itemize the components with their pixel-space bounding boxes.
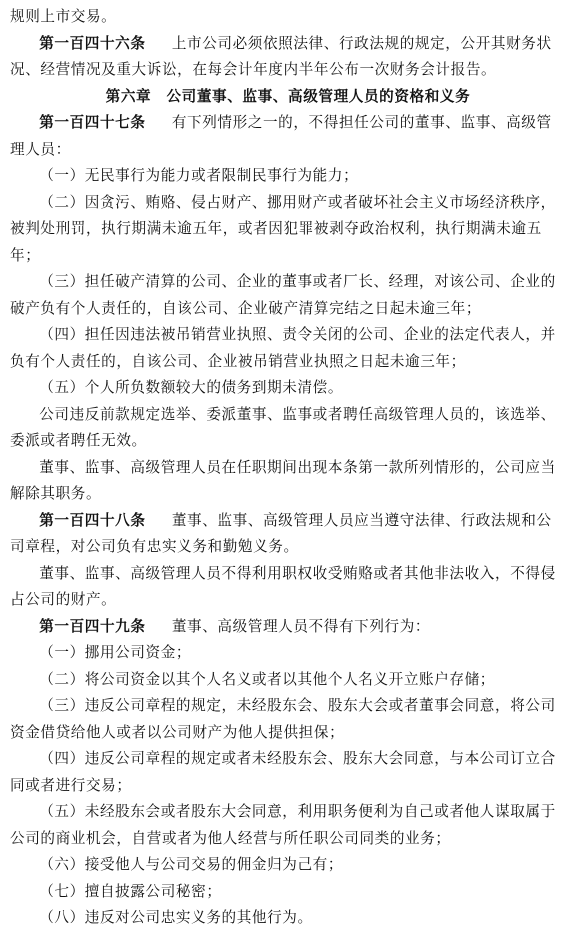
list-item: （一）挪用公司资金；: [39, 644, 192, 661]
article-146: [10, 31, 566, 84]
paragraph: 董事、监事、高级管理人员不得利用职权收受贿赂或者其他非法收入，不得侵占公司的财产。: [10, 564, 556, 608]
article-text: 董事、高级管理人员不得有下列行为：: [171, 617, 431, 635]
paragraph: 董事、监事、高级管理人员在任职期间出现本条第一款所列情形的，公司应当解除其职务。: [10, 458, 556, 502]
article-heading: 第一百四十九条: [39, 617, 146, 635]
article-147: [10, 110, 566, 163]
article-heading: 第一百四十八条: [39, 511, 146, 529]
list-item: （二）因贪污、贿赂、侵占财产、挪用财产或者破坏社会主义市场经济秩序，被判处刑罚，执行期满未逾五年，或者因犯罪被剥夺政治权利，执行期满未逾五年；: [10, 193, 556, 264]
paragraph-text: 规则上市交易。: [10, 8, 117, 25]
list-item: （五）个人所负数额较大的债务到期未清偿。: [39, 379, 344, 396]
list-item: （四）违反公司章程的规定或者未经股东会、股东大会同意，与本公司订立合同或者进行交易；: [10, 750, 556, 794]
list-item: （四）担任因违法被吊销营业执照、责令关闭的公司、企业的法定代表人，并负有个人责任的，自该公司、企业被吊销营业执照之日起未逾三年；: [10, 326, 556, 370]
paragraph: [10, 4, 566, 31]
list-item: （五）未经股东会或者股东大会同意，利用职务便利为自己或者他人谋取属于公司的商业机会，自营或者为他人经营与所任职公司同类的业务；: [10, 803, 556, 847]
article-text: 董事、监事、高级管理人员应当遵守法律、行政法规和公司章程，对公司负有忠实义务和勤勉义务。: [10, 511, 552, 555]
list-item: （六）接受他人与公司交易的佣金归为己有；: [39, 856, 344, 873]
article-heading: 第一百四十六条: [39, 34, 146, 52]
list-item: （一）无民事行为能力或者限制民事行为能力；: [39, 167, 359, 184]
list-item: （二）将公司资金以其个人名义或者以其他个人名义开立账户存储；: [39, 670, 496, 688]
list-item: （三）违反公司章程的规定，未经股东会、股东大会或者董事会同意，将公司资金借贷给他人或者以公司财产为他人提供担保；: [10, 697, 556, 741]
article-heading: 第一百四十七条: [39, 114, 146, 131]
article-149: [10, 614, 566, 641]
article-text: 上市公司必须依照法律、行政法规的规定，公开其财务状况、经营情况及重大诉讼，在每会计年度内半年公布一次财务会计报告。: [10, 34, 552, 78]
paragraph: 公司违反前款规定选举、委派董事、监事或者聘任高级管理人员的，该选举、委派或者聘任无效。: [10, 405, 556, 449]
list-item: （八）违反对公司忠实义务的其他行为。: [39, 909, 313, 926]
chapter-title: 第六章 公司董事、监事、高级管理人员的资格和义务: [105, 87, 471, 105]
article-148: [10, 508, 566, 561]
list-item: （三）担任破产清算的公司、企业的董事或者厂长、经理，对该公司、企业的破产负有个人责任的，自该公司、企业破产清算完结之日起未逾三年；: [10, 273, 556, 317]
article-text: 有下列情形之一的，不得担任公司的董事、监事、高级管理人员：: [10, 114, 552, 158]
list-item: （七）擅自披露公司秘密；: [39, 882, 222, 900]
